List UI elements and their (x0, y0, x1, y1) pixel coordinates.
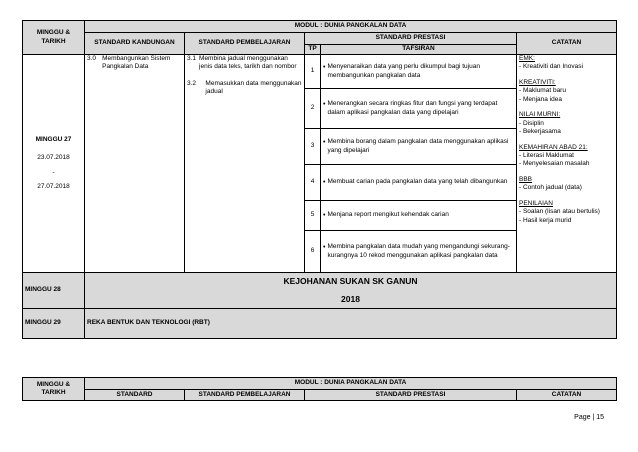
standard-kandungan-cell (85, 55, 185, 273)
tp-6: 6 (305, 231, 321, 273)
sp-1-number: 3.1 (187, 55, 197, 62)
catatan-header-2: CATATAN (517, 390, 617, 401)
bullet-icon: • (323, 139, 326, 147)
tafsiran-3-text: Membina borang dalam pangkalan data menggunakan aplikasi yang dipelajari (327, 138, 509, 154)
week-28-event-line1: KEJOHANAN SUKAN SK GANUN (283, 276, 418, 287)
catatan-nilai-item: - Disiplin (519, 119, 544, 127)
tp-1: 1 (305, 55, 321, 89)
tafsiran-6-text: Membina pangkalan data mudah yang mengandungi sekurang-kurangnya 10 rekod menggunakan aplikasi pangkalan data (327, 243, 510, 259)
tafsiran-1 (321, 55, 517, 89)
lesson-plan-table-next (22, 377, 617, 401)
catatan-penilaian-item: - Hasil kerja murid (519, 216, 572, 224)
tafsiran-2-text: Menerangkan secara ringkas fitur dan fungsi yang terdapat dalam aplikasi pangkalan data yang dipelajari (327, 100, 498, 116)
sk-number: 3.0 (87, 55, 97, 62)
catatan-emk-title: EMK: (519, 55, 535, 62)
sp-2-number: 3.2 (187, 79, 197, 87)
catatan-abad21-title: KEMAHIRAN ABAD 21: (519, 143, 588, 151)
week-27-cell (23, 55, 85, 273)
catatan-header: CATATAN (517, 33, 617, 55)
tp-3: 3 (305, 129, 321, 165)
lesson-plan-table (22, 20, 617, 339)
minggu-tarikh-header-2: MINGGU & TARIKH (23, 378, 85, 401)
standard-pembelajaran-header-2: STANDARD PEMBELAJARAN (185, 390, 305, 401)
catatan-penilaian-title: PENILAIAN (519, 199, 553, 207)
catatan-cell (517, 55, 617, 273)
tafsiran-5-text: Menjana report mengikut kehendak carian (327, 211, 449, 219)
catatan-emk-item: - Kreativiti dan Inovasi (519, 63, 583, 71)
tafsiran-5 (321, 201, 517, 231)
week-27-label: MINGGU 27 (35, 135, 72, 143)
week-28-event-line2: 2018 (341, 293, 360, 304)
bullet-icon: • (323, 212, 326, 220)
tafsiran-2 (321, 89, 517, 129)
modul-header-2: MODUL : DUNIA PANGKALAN DATA (85, 378, 617, 390)
catatan-bbb-title: BBB (519, 175, 533, 183)
catatan-nilai-item: - Bekerjasama (519, 128, 561, 136)
catatan-kreativiti-item: - Maklumat baru (519, 87, 566, 95)
standard-prestasi-header: STANDARD PRESTASI (305, 33, 517, 45)
bullet-icon: • (323, 179, 326, 187)
tp-4: 4 (305, 165, 321, 201)
week-29-label: MINGGU 29 (23, 309, 85, 339)
week-27-date-dash: - (52, 168, 55, 176)
standard-header-2: STANDARD (85, 390, 185, 401)
tp-5: 5 (305, 201, 321, 231)
sp-1-text: Membina jadual menggunakan jenis data teks, tarikh dan nombor (199, 55, 297, 71)
sk-text: Membangunkan Sistem Pangkalan Data (102, 55, 171, 71)
catatan-kreativiti-title: KREATIVITI: (519, 78, 556, 86)
week-27-date-start: 23.07.2018 (37, 154, 70, 162)
minggu-tarikh-header: MINGGU & TARIKH (23, 21, 85, 55)
week-29-event: REKA BENTUK DAN TEKNOLOGI (RBT) (85, 309, 617, 339)
sp-2-text: Memasukkan data menggunakan jadual (205, 79, 302, 96)
modul-header: MODUL : DUNIA PANGKALAN DATA (85, 21, 617, 33)
bullet-icon: • (323, 244, 326, 252)
catatan-nilai-title: NILAI MURNI: (519, 111, 561, 119)
tp-header: TP (305, 45, 321, 55)
catatan-penilaian-item: - Soalan (lisan atau bertulis) (519, 208, 600, 216)
week-28-event (85, 273, 617, 309)
catatan-bbb-item: - Contoh jadual (data) (519, 184, 582, 192)
tafsiran-4 (321, 165, 517, 201)
standard-kandungan-header: STANDARD KANDUNGAN (85, 33, 185, 55)
catatan-kreativiti-item: - Menjana idea (519, 95, 562, 103)
week-28-label: MINGGU 28 (23, 273, 85, 309)
standard-prestasi-header-2: STANDARD PRESTASI (305, 390, 517, 401)
page-number: Page | 15 (574, 414, 604, 421)
tp-2: 2 (305, 89, 321, 129)
bullet-icon: • (323, 64, 326, 72)
tafsiran-header: TAFSIRAN (321, 45, 517, 55)
tafsiran-6 (321, 231, 517, 273)
tafsiran-4-text: Membuat carian pada pangkalan data yang telah dibangunkan (327, 178, 508, 186)
week-27-date-end: 27.07.2018 (37, 182, 70, 190)
standard-pembelajaran-header: STANDARD PEMBELAJARAN (185, 33, 305, 55)
standard-pembelajaran-cell (185, 55, 305, 273)
catatan-abad21-item: - Menyelesaian masalah (519, 160, 590, 168)
bullet-icon: • (323, 101, 326, 109)
catatan-abad21-item: - Literasi Maklumat (519, 151, 574, 159)
tafsiran-1-text: Menyenaraikan data yang perlu dikumpul bagi tujuan membangunkan pangkalan data (327, 63, 480, 79)
tafsiran-3 (321, 129, 517, 165)
